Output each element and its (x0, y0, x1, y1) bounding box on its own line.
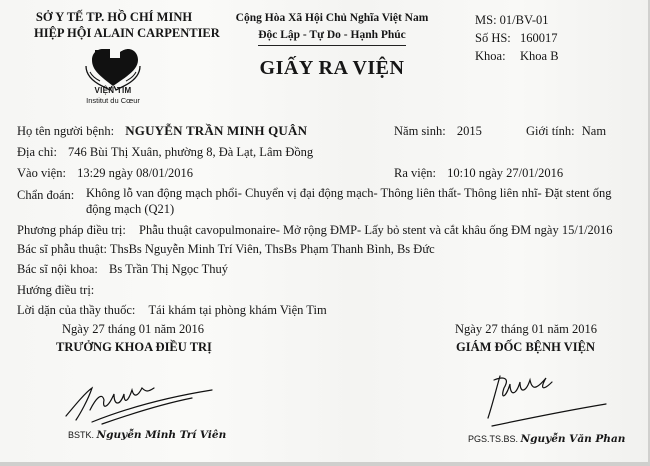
left-signer-fullname: Nguyễn Minh Trí Viên (96, 429, 227, 441)
khoa-value: Khoa B (520, 49, 559, 63)
right-signer-prefix: PGS.TS.BS. (468, 434, 519, 444)
diagnosis-line-2: động mạch (Q21) (86, 202, 175, 216)
country-name: Cộng Hòa Xã Hội Chủ Nghĩa Việt Nam (235, 12, 429, 24)
doctor-advice-row (17, 303, 327, 317)
treatment-row (17, 223, 613, 237)
national-header (232, 10, 432, 46)
treatment-label: Phương pháp điều trị: (17, 223, 126, 237)
hs-value: 160017 (520, 31, 558, 45)
address-row (17, 145, 313, 159)
logo-name: VIỆN TIM (94, 86, 132, 95)
right-signature-date: Ngày 27 tháng 01 năm 2016 (455, 322, 597, 336)
heart-hands-icon (80, 46, 146, 116)
discharge-row (394, 166, 563, 180)
left-signer-name (68, 429, 226, 441)
treatment-direction-label: Hướng điều trị: (17, 283, 95, 297)
left-signer-prefix: BSTK. (68, 430, 95, 440)
internist-value: Bs Trần Thị Ngọc Thuý (109, 262, 229, 276)
right-signer-name (468, 433, 625, 445)
org-line-1: SỞ Y TẾ TP. HỒ CHÍ MINH (35, 10, 193, 24)
surgeon-label: Bác sĩ phẫu thuật: (17, 242, 107, 256)
logo-subtitle: Institut du Cœur (86, 96, 140, 105)
right-signature-role: GIÁM ĐỐC BỆNH VIỆN (456, 340, 596, 354)
address-label: Địa chỉ: (17, 145, 57, 159)
surgeon-row (17, 242, 435, 256)
right-signature-icon (480, 370, 630, 430)
birth-year-value: 2015 (456, 124, 482, 138)
hs-label: Số HS: (475, 31, 511, 45)
surgeon-value: ThsBs Nguyễn Minh Trí Viên, ThsBs Phạm Thanh Bình, Bs Đức (109, 242, 435, 256)
admission-label: Vào viện: (17, 166, 66, 180)
treatment-value: Phẫu thuật cavopulmonaire- Mở rộng ĐMP- Lấy bỏ stent và cắt khâu ống ĐM ngày 15/1/2016 (139, 223, 613, 237)
khoa-label: Khoa: (475, 49, 506, 63)
right-signer-fullname: Nguyễn Văn Phan (520, 433, 626, 445)
patient-name-row (17, 124, 307, 138)
gender-value: Nam (581, 124, 607, 138)
diagnosis-line-1: Không lỗ van động mạch phổi- Chuyển vị đại động mạch- Thông liên thất- Thông liên nhĩ- Đặt stent ống (86, 186, 612, 200)
admission-value: 13:29 ngày 08/01/2016 (77, 166, 194, 180)
organization-header (34, 9, 220, 41)
ms-value: 01/BV-01 (499, 13, 549, 27)
birth-year-row (394, 124, 482, 138)
left-signature-date: Ngày 27 tháng 01 năm 2016 (62, 322, 204, 336)
left-signature-role: TRƯỞNG KHOA ĐIỀU TRỊ (56, 340, 212, 354)
doctor-advice-value: Tái khám tại phòng khám Viện Tim (148, 303, 327, 317)
admission-row (17, 166, 193, 180)
doctor-advice-label: Lời dặn của thầy thuốc: (17, 303, 136, 317)
birth-year-label: Năm sinh: (394, 124, 446, 138)
internist-label: Bác sĩ nội khoa: (17, 262, 98, 276)
ms-label: MS: (475, 13, 497, 27)
left-signature-icon (62, 380, 222, 430)
diagnosis-label: Chẩn đoán: (17, 188, 75, 202)
national-motto: Độc Lập - Tự Do - Hạnh Phúc (258, 27, 406, 46)
document-title: GIẤY RA VIỆN (259, 57, 405, 79)
discharge-value: 10:10 ngày 27/01/2016 (447, 166, 564, 180)
discharge-label: Ra viện: (394, 166, 437, 180)
record-meta (475, 11, 559, 65)
patient-name-value: NGUYỄN TRẦN MINH QUÂN (125, 123, 308, 138)
patient-name-label: Họ tên người bệnh: (17, 124, 115, 138)
gender-row (526, 124, 606, 138)
address-value: 746 Bùi Thị Xuân, phường 8, Đà Lạt, Lâm Đồng (68, 145, 314, 159)
internist-row (17, 262, 228, 276)
org-line-2: HIỆP HỘI ALAIN CARPENTIER (34, 26, 220, 40)
treatment-direction-row (17, 283, 94, 297)
gender-label: Giới tính: (526, 124, 575, 138)
